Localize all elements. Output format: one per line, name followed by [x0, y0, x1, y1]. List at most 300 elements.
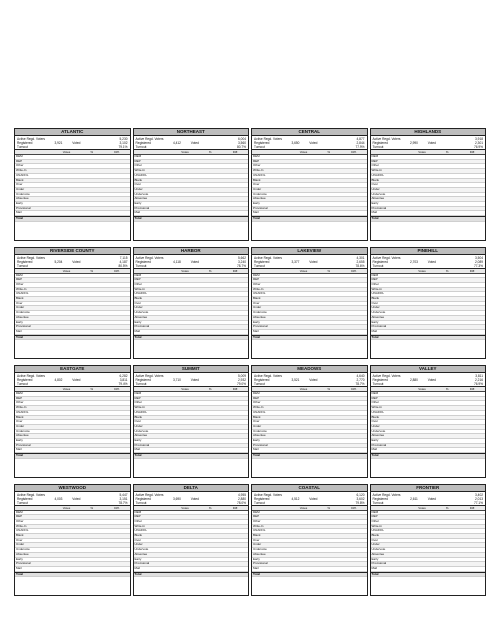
- table-body: [134, 392, 249, 477]
- row-label: Absentee: [16, 434, 29, 438]
- row-label: REP: [253, 515, 260, 519]
- column-header: %: [208, 150, 212, 154]
- row-label: Mail: [16, 448, 22, 452]
- column-header: [134, 506, 173, 510]
- panel-title: COASTAL: [252, 485, 367, 492]
- meta-cell: 2,655: [356, 259, 365, 264]
- meta-cell: Voted: [427, 378, 436, 382]
- table-body: [15, 511, 130, 596]
- panel-meta: [134, 373, 249, 386]
- row-label: Provisional: [253, 562, 268, 566]
- column-header: [371, 506, 410, 510]
- column-header: %: [208, 268, 212, 273]
- panel-title: VALLEY: [371, 366, 486, 373]
- table-row: [134, 453, 249, 459]
- row-label: Blank: [134, 178, 143, 182]
- row-label: Total: [134, 217, 142, 221]
- row-label: Early: [134, 202, 142, 206]
- row-label: Other: [16, 519, 24, 523]
- column-header: Diff.: [232, 387, 239, 391]
- table-row: [252, 335, 367, 341]
- row-label: Over: [253, 420, 260, 424]
- column-header: [15, 387, 54, 391]
- row-label: Under: [134, 306, 143, 310]
- meta-cell: Active Regd. Voters: [135, 255, 164, 260]
- row-label: Write-In: [16, 169, 27, 173]
- meta-cell: 2,880: [409, 378, 418, 382]
- row-label: REP: [253, 159, 260, 163]
- meta-cell: Active Regd. Voters: [17, 137, 45, 141]
- row-label: Over: [16, 301, 23, 305]
- row-label: Total: [253, 217, 260, 221]
- meta-cell: 6,120: [356, 492, 365, 497]
- column-header: Diff.: [232, 505, 239, 510]
- panel-meta: [134, 136, 249, 149]
- panel-title: SUMMIT: [134, 366, 249, 373]
- row-label: Write-In: [253, 169, 264, 173]
- row-label: Over: [134, 183, 142, 187]
- row-label: UNAFFIL: [371, 292, 385, 296]
- row-label: Under: [371, 187, 380, 191]
- meta-cell: 3,811: [119, 378, 128, 382]
- row-label: Write-In: [16, 524, 27, 528]
- column-header: Diff.: [469, 505, 476, 510]
- table-body: [252, 392, 367, 477]
- table-row: [15, 453, 130, 459]
- meta-cell: Registered: [17, 259, 33, 264]
- column-header: %: [327, 268, 331, 273]
- row-label: Other: [16, 282, 24, 286]
- row-label: Provisional: [371, 206, 387, 210]
- row-label: Under: [371, 306, 380, 310]
- meta-cell: Voted: [190, 141, 199, 145]
- column-header: Diff.: [351, 268, 357, 273]
- row-label: Early: [16, 320, 23, 324]
- row-label: Provisional: [134, 443, 150, 447]
- column-header: %: [445, 505, 449, 510]
- row-label: Write-In: [134, 524, 145, 528]
- panel-meta: [371, 492, 486, 505]
- row-label: Other: [371, 282, 380, 286]
- panel-meta: [15, 373, 130, 386]
- row-label: DEM: [253, 392, 260, 395]
- results-panel: [370, 484, 487, 597]
- row-label: DEM: [134, 273, 142, 277]
- panel-meta: [252, 492, 367, 505]
- row-label: Undervote: [134, 192, 149, 196]
- results-panel: [133, 247, 250, 360]
- table-body: [15, 274, 130, 359]
- row-label: Write-In: [253, 406, 264, 410]
- meta-cell: Registered: [135, 259, 151, 264]
- meta-cell: Registered: [372, 259, 388, 264]
- panel-title: WESTWOOD: [15, 485, 130, 492]
- row-label: Other: [253, 164, 261, 168]
- column-header: Votes: [299, 505, 308, 510]
- row-label: Blank: [371, 415, 380, 419]
- row-label: Absentee: [134, 552, 148, 556]
- row-label: Early: [16, 439, 23, 443]
- meta-cell: 2,089: [475, 259, 483, 264]
- row-label: Undervote: [371, 429, 386, 433]
- results-panel: [133, 365, 250, 478]
- results-panel: [251, 484, 368, 597]
- meta-cell: Active Regd. Voters: [372, 255, 401, 260]
- meta-cell: 3,240: [238, 259, 246, 264]
- row-label: DEM: [16, 273, 23, 277]
- row-label: UNAFFIL: [371, 529, 385, 533]
- row-label: Over: [253, 301, 260, 305]
- row-label: DEM: [134, 392, 142, 395]
- column-header: %: [445, 387, 449, 391]
- row-label: Mail: [253, 211, 259, 215]
- row-label: Total: [253, 335, 260, 339]
- meta-cell: 3,377: [291, 259, 300, 264]
- column-header: [134, 269, 173, 273]
- column-header: Diff.: [232, 150, 239, 154]
- meta-cell: Registered: [372, 141, 388, 145]
- panel-meta: [15, 136, 130, 149]
- meta-cell: Voted: [72, 141, 81, 145]
- row-label: Undervote: [253, 429, 267, 433]
- meta-cell: Turnout: [254, 263, 265, 268]
- row-label: Under: [134, 543, 143, 547]
- panel-title: FRONTIER: [371, 485, 486, 492]
- column-header: Votes: [62, 505, 71, 510]
- row-label: Total: [16, 335, 23, 339]
- meta-cell: Voted: [427, 141, 436, 145]
- meta-cell: 6,004: [238, 137, 246, 141]
- row-label: Write-In: [253, 524, 264, 528]
- meta-cell: Turnout: [372, 263, 384, 268]
- row-label: Total: [16, 217, 23, 221]
- meta-cell: Turnout: [135, 500, 147, 505]
- row-label: Early: [371, 557, 379, 561]
- row-label: Other: [16, 164, 24, 168]
- column-header: Votes: [418, 505, 426, 510]
- row-label: DEM: [371, 510, 379, 514]
- row-label: Provisional: [16, 443, 31, 447]
- meta-cell: Voted: [190, 259, 199, 264]
- row-label: Absentee: [253, 197, 266, 201]
- meta-cell: 79.0%: [236, 382, 246, 386]
- column-header: Votes: [299, 268, 308, 273]
- meta-cell: 3,921: [54, 141, 63, 145]
- meta-cell: 4,301: [356, 255, 365, 260]
- row-label: Over: [371, 301, 379, 305]
- row-label: REP: [253, 396, 260, 400]
- results-panel: [133, 128, 250, 241]
- row-label: Provisional: [16, 206, 31, 210]
- row-label: Provisional: [16, 325, 31, 329]
- meta-cell: Registered: [135, 496, 151, 501]
- row-label: UNAFFIL: [371, 410, 385, 414]
- meta-cell: 4,187: [119, 259, 128, 264]
- row-label: DEM: [253, 273, 260, 277]
- meta-cell: Voted: [190, 378, 199, 382]
- meta-cell: 5,662: [238, 255, 246, 260]
- column-header: [252, 387, 291, 391]
- row-label: Other: [371, 519, 380, 523]
- row-label: Early: [371, 320, 379, 324]
- row-label: DEM: [16, 155, 23, 158]
- meta-cell: 4,802: [54, 378, 63, 382]
- meta-cell: Active Regd. Voters: [254, 255, 282, 260]
- row-label: DEM: [134, 155, 142, 158]
- meta-cell: 78.0%: [236, 500, 246, 505]
- meta-cell: 3,811: [475, 374, 483, 378]
- panel-title: EASTGATE: [15, 366, 130, 373]
- row-label: REP: [16, 159, 23, 163]
- meta-cell: 7,115: [119, 255, 128, 260]
- row-label: Undervote: [134, 429, 149, 433]
- column-header: Diff.: [351, 387, 357, 391]
- row-label: Total: [253, 572, 260, 576]
- row-label: REP: [134, 159, 141, 163]
- column-header: [371, 269, 410, 273]
- column-header: %: [445, 268, 449, 273]
- row-label: UNAFFIL: [16, 292, 29, 296]
- table-row: [252, 453, 367, 459]
- row-label: Absentee: [371, 315, 385, 319]
- row-label: Undervote: [253, 548, 267, 552]
- row-label: Absentee: [16, 315, 29, 319]
- table-row: [371, 453, 486, 459]
- row-label: DEM: [253, 155, 260, 158]
- column-header: Votes: [299, 387, 308, 391]
- results-panel: [370, 365, 487, 478]
- results-panel: [133, 484, 250, 597]
- row-label: Blank: [16, 415, 24, 419]
- meta-cell: Voted: [309, 378, 318, 382]
- results-panel: [251, 128, 368, 241]
- meta-cell: Registered: [372, 378, 388, 382]
- row-label: UNAFFIL: [134, 529, 148, 533]
- meta-cell: Active Regd. Voters: [17, 492, 45, 497]
- meta-cell: 3,918: [475, 137, 483, 141]
- row-label: Undervote: [16, 311, 30, 315]
- row-label: Absentee: [371, 434, 385, 438]
- panel-title: RIVERSIDE COUNTY: [15, 248, 130, 255]
- row-label: Blank: [371, 178, 380, 182]
- column-header: %: [327, 150, 331, 154]
- row-label: Absentee: [16, 197, 29, 201]
- row-label: Over: [371, 538, 379, 542]
- row-label: UNAFFIL: [134, 292, 148, 296]
- table-body: [371, 392, 486, 477]
- column-header: [134, 150, 173, 154]
- row-label: Total: [253, 454, 260, 458]
- row-label: Under: [253, 187, 262, 191]
- meta-cell: 3,102: [119, 141, 128, 145]
- row-label: UNAFFIL: [134, 173, 148, 177]
- row-label: UNAFFIL: [253, 529, 266, 533]
- meta-cell: Registered: [254, 496, 270, 501]
- row-label: Undervote: [253, 192, 267, 196]
- column-header: Diff.: [114, 150, 120, 154]
- meta-cell: Turnout: [372, 382, 384, 386]
- meta-cell: 4,640: [356, 374, 365, 378]
- panel-meta: [371, 255, 486, 268]
- row-label: Under: [371, 543, 380, 547]
- row-label: Blank: [16, 178, 24, 182]
- meta-cell: 2,703: [409, 259, 418, 264]
- column-header: [134, 387, 173, 391]
- row-label: Other: [371, 164, 380, 168]
- meta-cell: Voted: [72, 259, 81, 264]
- column-header: Diff.: [114, 387, 120, 391]
- results-panel: [14, 247, 131, 360]
- row-label: DEM: [371, 273, 379, 277]
- row-label: REP: [16, 396, 23, 400]
- row-label: Provisional: [134, 325, 150, 329]
- row-label: Over: [16, 183, 23, 187]
- column-header: Votes: [62, 150, 71, 154]
- meta-cell: 78.7%: [355, 382, 365, 386]
- meta-cell: Registered: [17, 141, 33, 145]
- row-label: Early: [134, 557, 142, 561]
- row-label: Write-In: [16, 287, 27, 291]
- column-header: Diff.: [232, 268, 239, 273]
- row-label: UNAFFIL: [16, 529, 29, 533]
- row-label: Undervote: [16, 192, 30, 196]
- row-label: Mail: [134, 329, 141, 333]
- results-panel: [370, 247, 487, 360]
- row-label: Under: [134, 424, 143, 428]
- table-body: [252, 155, 367, 240]
- row-label: Undervote: [134, 311, 149, 315]
- row-label: Under: [253, 424, 262, 428]
- meta-cell: 2,216: [475, 378, 483, 382]
- row-label: Absentee: [16, 552, 29, 556]
- results-panel: [370, 128, 487, 241]
- row-label: REP: [16, 515, 23, 519]
- meta-cell: Voted: [309, 259, 318, 264]
- row-label: Mail: [16, 211, 22, 215]
- meta-cell: 80.7%: [236, 145, 246, 149]
- table-row: [15, 216, 130, 222]
- row-label: Total: [134, 572, 142, 576]
- row-label: Other: [253, 282, 261, 286]
- results-panel: [251, 365, 368, 478]
- row-label: Undervote: [371, 548, 386, 552]
- meta-cell: 5,447: [119, 492, 128, 497]
- row-label: Other: [371, 401, 380, 405]
- row-label: REP: [134, 396, 141, 400]
- meta-cell: Active Regd. Voters: [254, 374, 282, 378]
- meta-cell: Active Regd. Voters: [17, 374, 45, 378]
- row-label: Early: [371, 202, 379, 206]
- row-label: Early: [253, 202, 260, 206]
- row-label: Other: [16, 401, 24, 405]
- row-label: DEM: [371, 392, 379, 395]
- row-label: Mail: [134, 448, 141, 452]
- row-label: Absentee: [253, 552, 266, 556]
- table-row: [371, 335, 486, 341]
- row-label: UNAFFIL: [16, 410, 29, 414]
- meta-cell: Turnout: [254, 500, 265, 505]
- column-header: Votes: [418, 150, 426, 154]
- column-header: Diff.: [351, 150, 357, 154]
- column-header: Votes: [181, 505, 189, 510]
- panel-title: HARBOR: [134, 248, 249, 255]
- meta-cell: Active Regd. Voters: [254, 137, 282, 141]
- meta-cell: 5,009: [238, 374, 246, 378]
- row-label: Mail: [16, 566, 22, 570]
- panel-title: PINEHILL: [371, 248, 486, 255]
- row-label: Write-In: [134, 169, 145, 173]
- row-label: Over: [134, 301, 142, 305]
- results-panel: [14, 128, 131, 241]
- panel-title: NORTHEAST: [134, 129, 249, 136]
- meta-cell: 3,504: [475, 255, 483, 260]
- row-label: Absentee: [253, 315, 266, 319]
- table-row: [252, 216, 367, 222]
- meta-cell: Turnout: [254, 145, 265, 149]
- meta-cell: 79.4%: [118, 382, 128, 386]
- row-label: Over: [134, 538, 142, 542]
- panel-meta: [15, 255, 130, 268]
- meta-cell: 4,412: [172, 141, 181, 145]
- row-label: Undervote: [16, 429, 30, 433]
- meta-cell: 77.3%: [473, 263, 483, 268]
- meta-cell: 4,512: [291, 496, 300, 501]
- row-label: Provisional: [371, 443, 387, 447]
- meta-cell: Turnout: [372, 145, 384, 149]
- meta-cell: Voted: [190, 496, 199, 501]
- column-header: [371, 150, 410, 154]
- row-label: Early: [134, 439, 142, 443]
- row-label: Undervote: [371, 192, 386, 196]
- row-label: Other: [134, 164, 143, 168]
- row-label: Absentee: [134, 315, 148, 319]
- results-panel: [251, 247, 368, 360]
- panel-meta: [371, 136, 486, 149]
- column-header: Diff.: [351, 505, 357, 510]
- column-header: Votes: [62, 268, 71, 273]
- table-row: [134, 335, 249, 341]
- row-label: Write-In: [134, 287, 145, 291]
- column-header: %: [327, 505, 331, 510]
- meta-cell: Turnout: [135, 263, 147, 268]
- row-label: REP: [16, 278, 23, 282]
- panel-meta: [252, 136, 367, 149]
- row-label: Over: [16, 538, 23, 542]
- row-label: Other: [134, 519, 143, 523]
- row-label: Absentee: [134, 197, 148, 201]
- row-label: Mail: [371, 448, 378, 452]
- row-label: Total: [371, 217, 379, 221]
- row-label: Provisional: [134, 562, 150, 566]
- row-label: Provisional: [371, 562, 387, 566]
- row-label: Provisional: [253, 443, 268, 447]
- meta-cell: Active Regd. Voters: [254, 492, 282, 497]
- meta-cell: 3,521: [291, 378, 300, 382]
- meta-cell: Turnout: [17, 145, 28, 149]
- row-label: REP: [371, 278, 378, 282]
- row-label: Mail: [253, 448, 259, 452]
- meta-cell: 2,932: [238, 378, 246, 382]
- row-label: Write-In: [371, 287, 382, 291]
- column-header: %: [445, 150, 449, 154]
- row-label: Under: [253, 543, 262, 547]
- row-label: Undervote: [371, 311, 386, 315]
- results-panel: [14, 365, 131, 478]
- meta-cell: 79.1%: [118, 145, 128, 149]
- row-label: Blank: [253, 297, 261, 301]
- meta-cell: Voted: [72, 496, 81, 501]
- row-label: Other: [134, 401, 143, 405]
